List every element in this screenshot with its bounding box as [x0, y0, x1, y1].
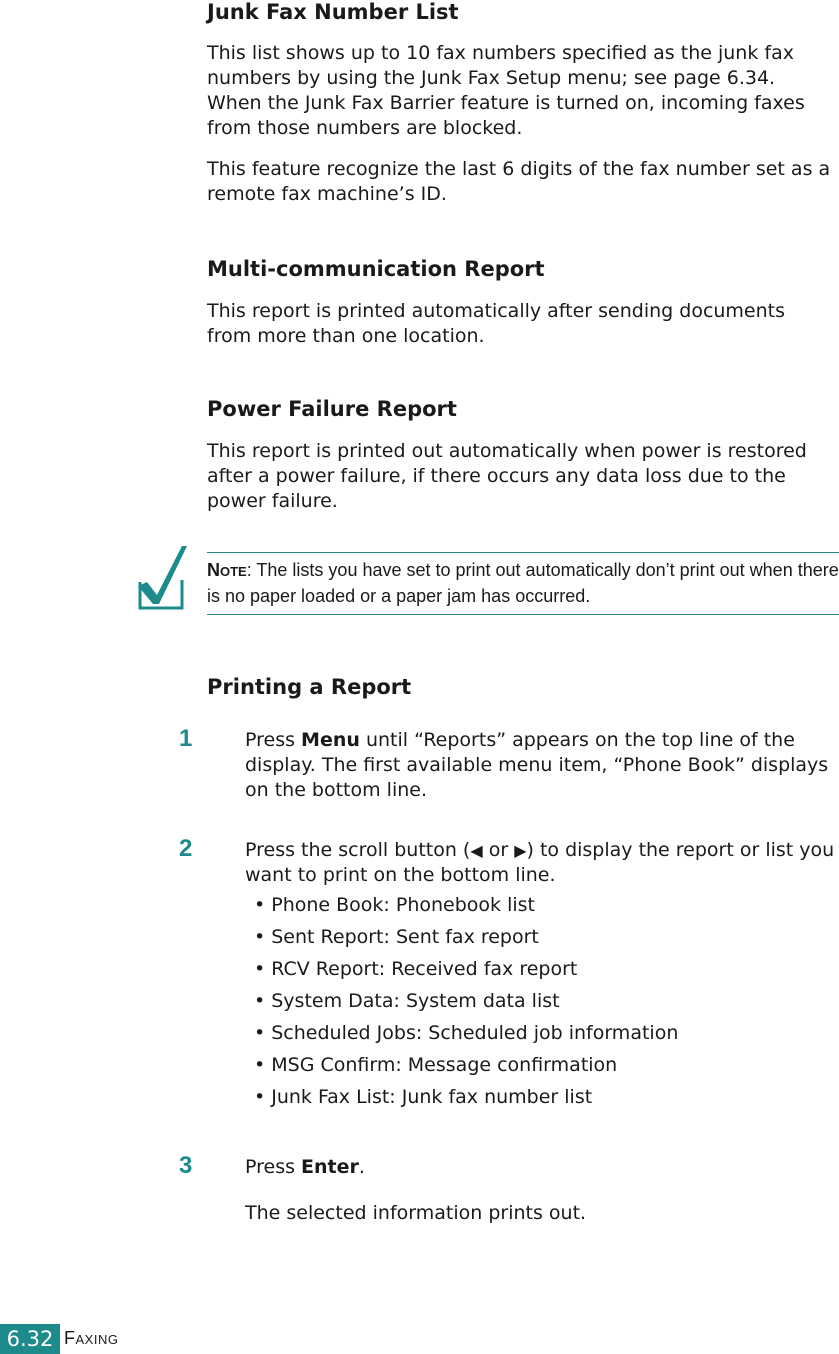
section-title: Printing a Report	[207, 675, 412, 699]
chapter-label-first: F	[64, 1328, 76, 1348]
step-text-post: .	[358, 1156, 365, 1178]
note-label-rest: OTE	[220, 564, 247, 579]
section-title: Power Failure Report	[207, 397, 457, 421]
paragraph: This report is printed automatically after sending documents from more than one location.	[207, 300, 786, 347]
step-2	[179, 835, 835, 1118]
list-item: • Phone Book: Phonebook list	[254, 894, 535, 916]
paragraph: This feature recognize the last 6 digits of the fax number set as a remote fax machine’s ID.	[207, 158, 831, 205]
chapter-label-rest: AXING	[75, 1332, 119, 1347]
section-title: Multi-communication Report	[207, 257, 545, 281]
page-number: 6.32	[6, 1327, 54, 1351]
paragraph: This report is printed out automatically when power is restored after a power failure, if there occurs any data loss due to the power failure.	[207, 440, 807, 512]
step-result: The selected information prints out.	[245, 1202, 587, 1224]
chapter-label	[64, 1328, 118, 1349]
report-list	[254, 894, 835, 1109]
step-text-post: until “Reports” appears on the top line of the display. The first available menu item, “Phone Book” displays on the bottom line.	[245, 729, 829, 801]
step-text-post: ) to display the report or list you want to print on the bottom line.	[245, 839, 835, 886]
step-text	[245, 728, 835, 803]
step-number: 3	[179, 1152, 193, 1179]
printing-section	[207, 675, 835, 699]
list-item: • MSG Confirm: Message confirmation	[254, 1054, 618, 1076]
power-failure-section	[207, 397, 835, 514]
page-number-badge	[0, 1324, 60, 1354]
step-number: 2	[179, 835, 193, 862]
paragraph: This list shows up to 10 fax numbers specified as the junk fax numbers by using the Junk Fax Setup menu; see page 6.34. When the Junk Fax Barrier feature is turned on, incoming faxes from those numbers are blocked.	[207, 42, 805, 139]
step-text-pre: Press	[245, 729, 302, 751]
step-3	[179, 1152, 835, 1226]
step-text-or: or	[482, 839, 515, 861]
list-item: • Scheduled Jobs: Scheduled job information	[254, 1022, 679, 1044]
multi-comm-section	[207, 257, 835, 349]
note-box	[207, 552, 839, 615]
step-text	[245, 1155, 835, 1180]
note-text	[207, 558, 839, 608]
list-item: • RCV Report: Received fax report	[254, 958, 578, 980]
step-text-pre: Press the scroll button (	[245, 839, 471, 861]
list-item: • Sent Report: Sent fax report	[254, 926, 539, 948]
step-text	[245, 838, 835, 888]
step-text-pre: Press	[245, 1156, 302, 1178]
note-label-first: N	[207, 560, 220, 580]
list-item: • System Data: System data list	[254, 990, 560, 1012]
note-body: : The lists you have set to print out automatically don’t print out when there is no paper loaded or a paper jam has occurred.	[207, 560, 839, 606]
junk-fax-section	[207, 0, 835, 207]
left-arrow-icon: ◀	[470, 841, 483, 860]
step-number: 1	[179, 725, 193, 752]
list-item: • Junk Fax List: Junk fax number list	[254, 1086, 593, 1108]
enter-key-label: Enter	[301, 1156, 359, 1178]
checkmark-icon	[138, 540, 190, 610]
step-1	[179, 725, 835, 803]
section-title: Junk Fax Number List	[207, 0, 459, 24]
right-arrow-icon: ▶	[514, 841, 527, 860]
menu-key-label: Menu	[301, 729, 360, 751]
